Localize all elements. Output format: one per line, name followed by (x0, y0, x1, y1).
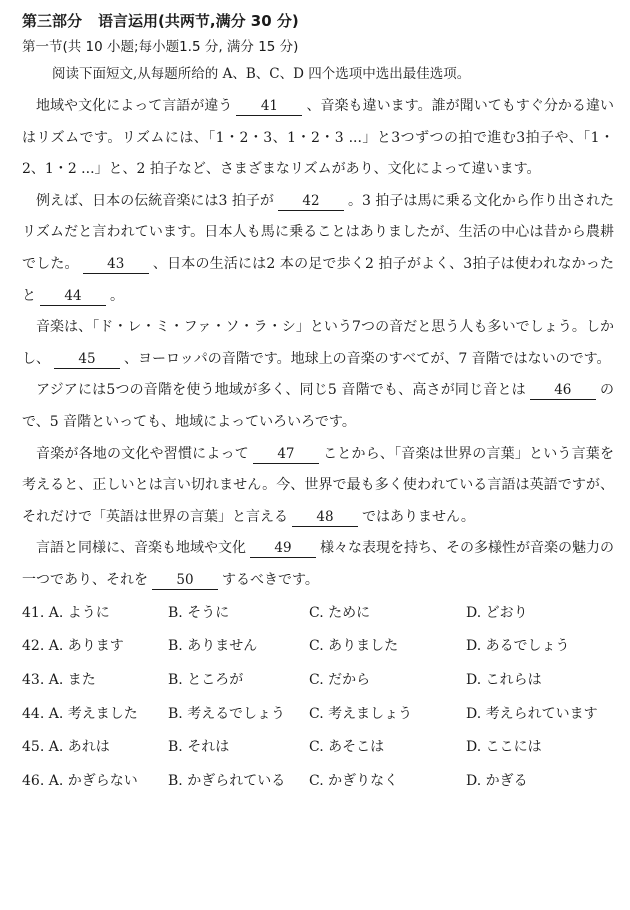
option-choice: C. あそこは (309, 739, 385, 756)
option-choice: C. ありました (309, 638, 399, 655)
passage-text: 。3 拍子は馬に乗る文化から作り出されたリズムだと言われています。日本人も馬に乗ることはありましたが、生活の中心は昔から農耕でした。 (22, 192, 615, 272)
passage-text: ではありません。 (362, 508, 475, 525)
option-choice: 43. A. また (22, 671, 96, 688)
passage-paragraph (22, 375, 614, 438)
passage-text: アジアには5つの音階を使う地域が多く、同じ5 音階でも、高さが同じ音とは (36, 382, 526, 399)
passage-text: 、日本の生活には2 本の足で歩く2 拍子がよく、3拍子は使われなかったと (22, 255, 615, 304)
blank-49: 49 (250, 540, 316, 558)
option-choice: B. それは (168, 739, 230, 756)
reading-passage (22, 91, 614, 597)
passage-text: 音楽が各地の文化や習慣によって (36, 445, 249, 462)
option-choice: 45. A. あれは (22, 739, 110, 756)
passage-text: 、ヨーロッパの音階です。地球上の音楽のすべてが、7 音階ではないのです。 (124, 350, 611, 367)
question-option-row (22, 664, 614, 698)
instruction-text: 阅读下面短文,从每题所给的 A、B、C、D 四个选项中选出最佳选项。 (52, 66, 471, 82)
exam-page (22, 8, 614, 799)
blank-42: 42 (278, 193, 344, 211)
passage-paragraph (22, 312, 614, 375)
passage-paragraph (22, 91, 614, 186)
passage-text: 言語と同様に、音楽も地域や文化 (36, 540, 246, 557)
option-choice: C. ために (309, 604, 371, 621)
option-choice: B. ところが (168, 671, 244, 688)
option-choice: D. これらは (466, 671, 542, 688)
option-choice: 42. A. あります (22, 638, 124, 655)
passage-text: するべきです。 (222, 571, 319, 588)
subsection-title: 第一节(共 10 小题;每小题1.5 分, 满分 15 分) (22, 39, 299, 55)
option-choice: 46. A. かぎらない (22, 772, 138, 789)
option-choice: B. そうに (168, 604, 230, 621)
option-choice: 44. A. 考えました (22, 705, 138, 722)
option-choice: B. 考えるでしょう (168, 705, 286, 722)
blank-43: 43 (83, 256, 149, 274)
option-choice: D. あるでしょう (466, 638, 570, 655)
option-choice: C. だから (309, 671, 371, 688)
blank-46: 46 (530, 382, 596, 400)
option-choice: B. ありません (168, 638, 258, 655)
passage-text: 、音楽も違います。誰が聞いてもすぐ分かる違いはリズムです。リズムには、「1・2・3、1・2・3 ...」と3つずつの拍で進む3拍子や、「1・2、1・2 ...」と、2 拍子など、さまざまなリズムがあり、文化によって違います。 (22, 98, 614, 178)
option-choice: C. かぎりなく (309, 772, 399, 789)
option-choice: D. 考えられています (466, 705, 598, 722)
option-choice: D. どおり (466, 604, 528, 621)
section-name-label: 语言运用(共两节,满分 30 分) (98, 12, 299, 30)
passage-paragraph (22, 439, 614, 534)
option-choice: D. ここには (466, 739, 542, 756)
question-option-row (22, 765, 614, 799)
passage-paragraph (22, 186, 614, 312)
passage-text: ことから、「音楽は世界の言葉」という言葉を考えると、正しいとは言い切れません。今、世界で最も多く使われている言語は英語ですが、それだけで「英語は世界の言葉」と言える (22, 445, 615, 525)
option-choice: D. かぎる (466, 772, 528, 789)
passage-text: 例えば、日本の伝統音楽には3 拍子が (36, 192, 274, 209)
section-title (22, 8, 614, 34)
question-option-row (22, 597, 614, 631)
option-choice: C. 考えましょう (309, 705, 413, 722)
blank-45: 45 (54, 351, 120, 369)
blank-48: 48 (292, 509, 358, 527)
question-option-row (22, 698, 614, 732)
passage-paragraph (22, 533, 614, 596)
option-choice: 41. A. ように (22, 604, 110, 621)
blank-41: 41 (236, 98, 302, 116)
section-part-label: 第三部分 (22, 12, 83, 30)
passage-text: 音楽は、「ド・レ・ミ・ファ・ソ・ラ・シ」という7つの音だと思う人も多いでしょう。しかし、 (22, 319, 614, 367)
blank-44: 44 (40, 288, 106, 306)
passage-text: ので、5 音階といっても、地域によっていろいろです。 (22, 382, 614, 430)
answer-options (22, 597, 614, 799)
question-option-row (22, 731, 614, 765)
option-choice: B. かぎられている (168, 772, 286, 789)
question-option-row (22, 630, 614, 664)
blank-50: 50 (152, 572, 218, 590)
passage-text: 地域や文化によって言語が違う (36, 98, 233, 114)
passage-text: 様々な表現を持ち、その多様性が音楽の魅力の一つであり、それを (22, 540, 614, 588)
blank-47: 47 (253, 446, 319, 464)
passage-text: 。 (110, 287, 124, 304)
